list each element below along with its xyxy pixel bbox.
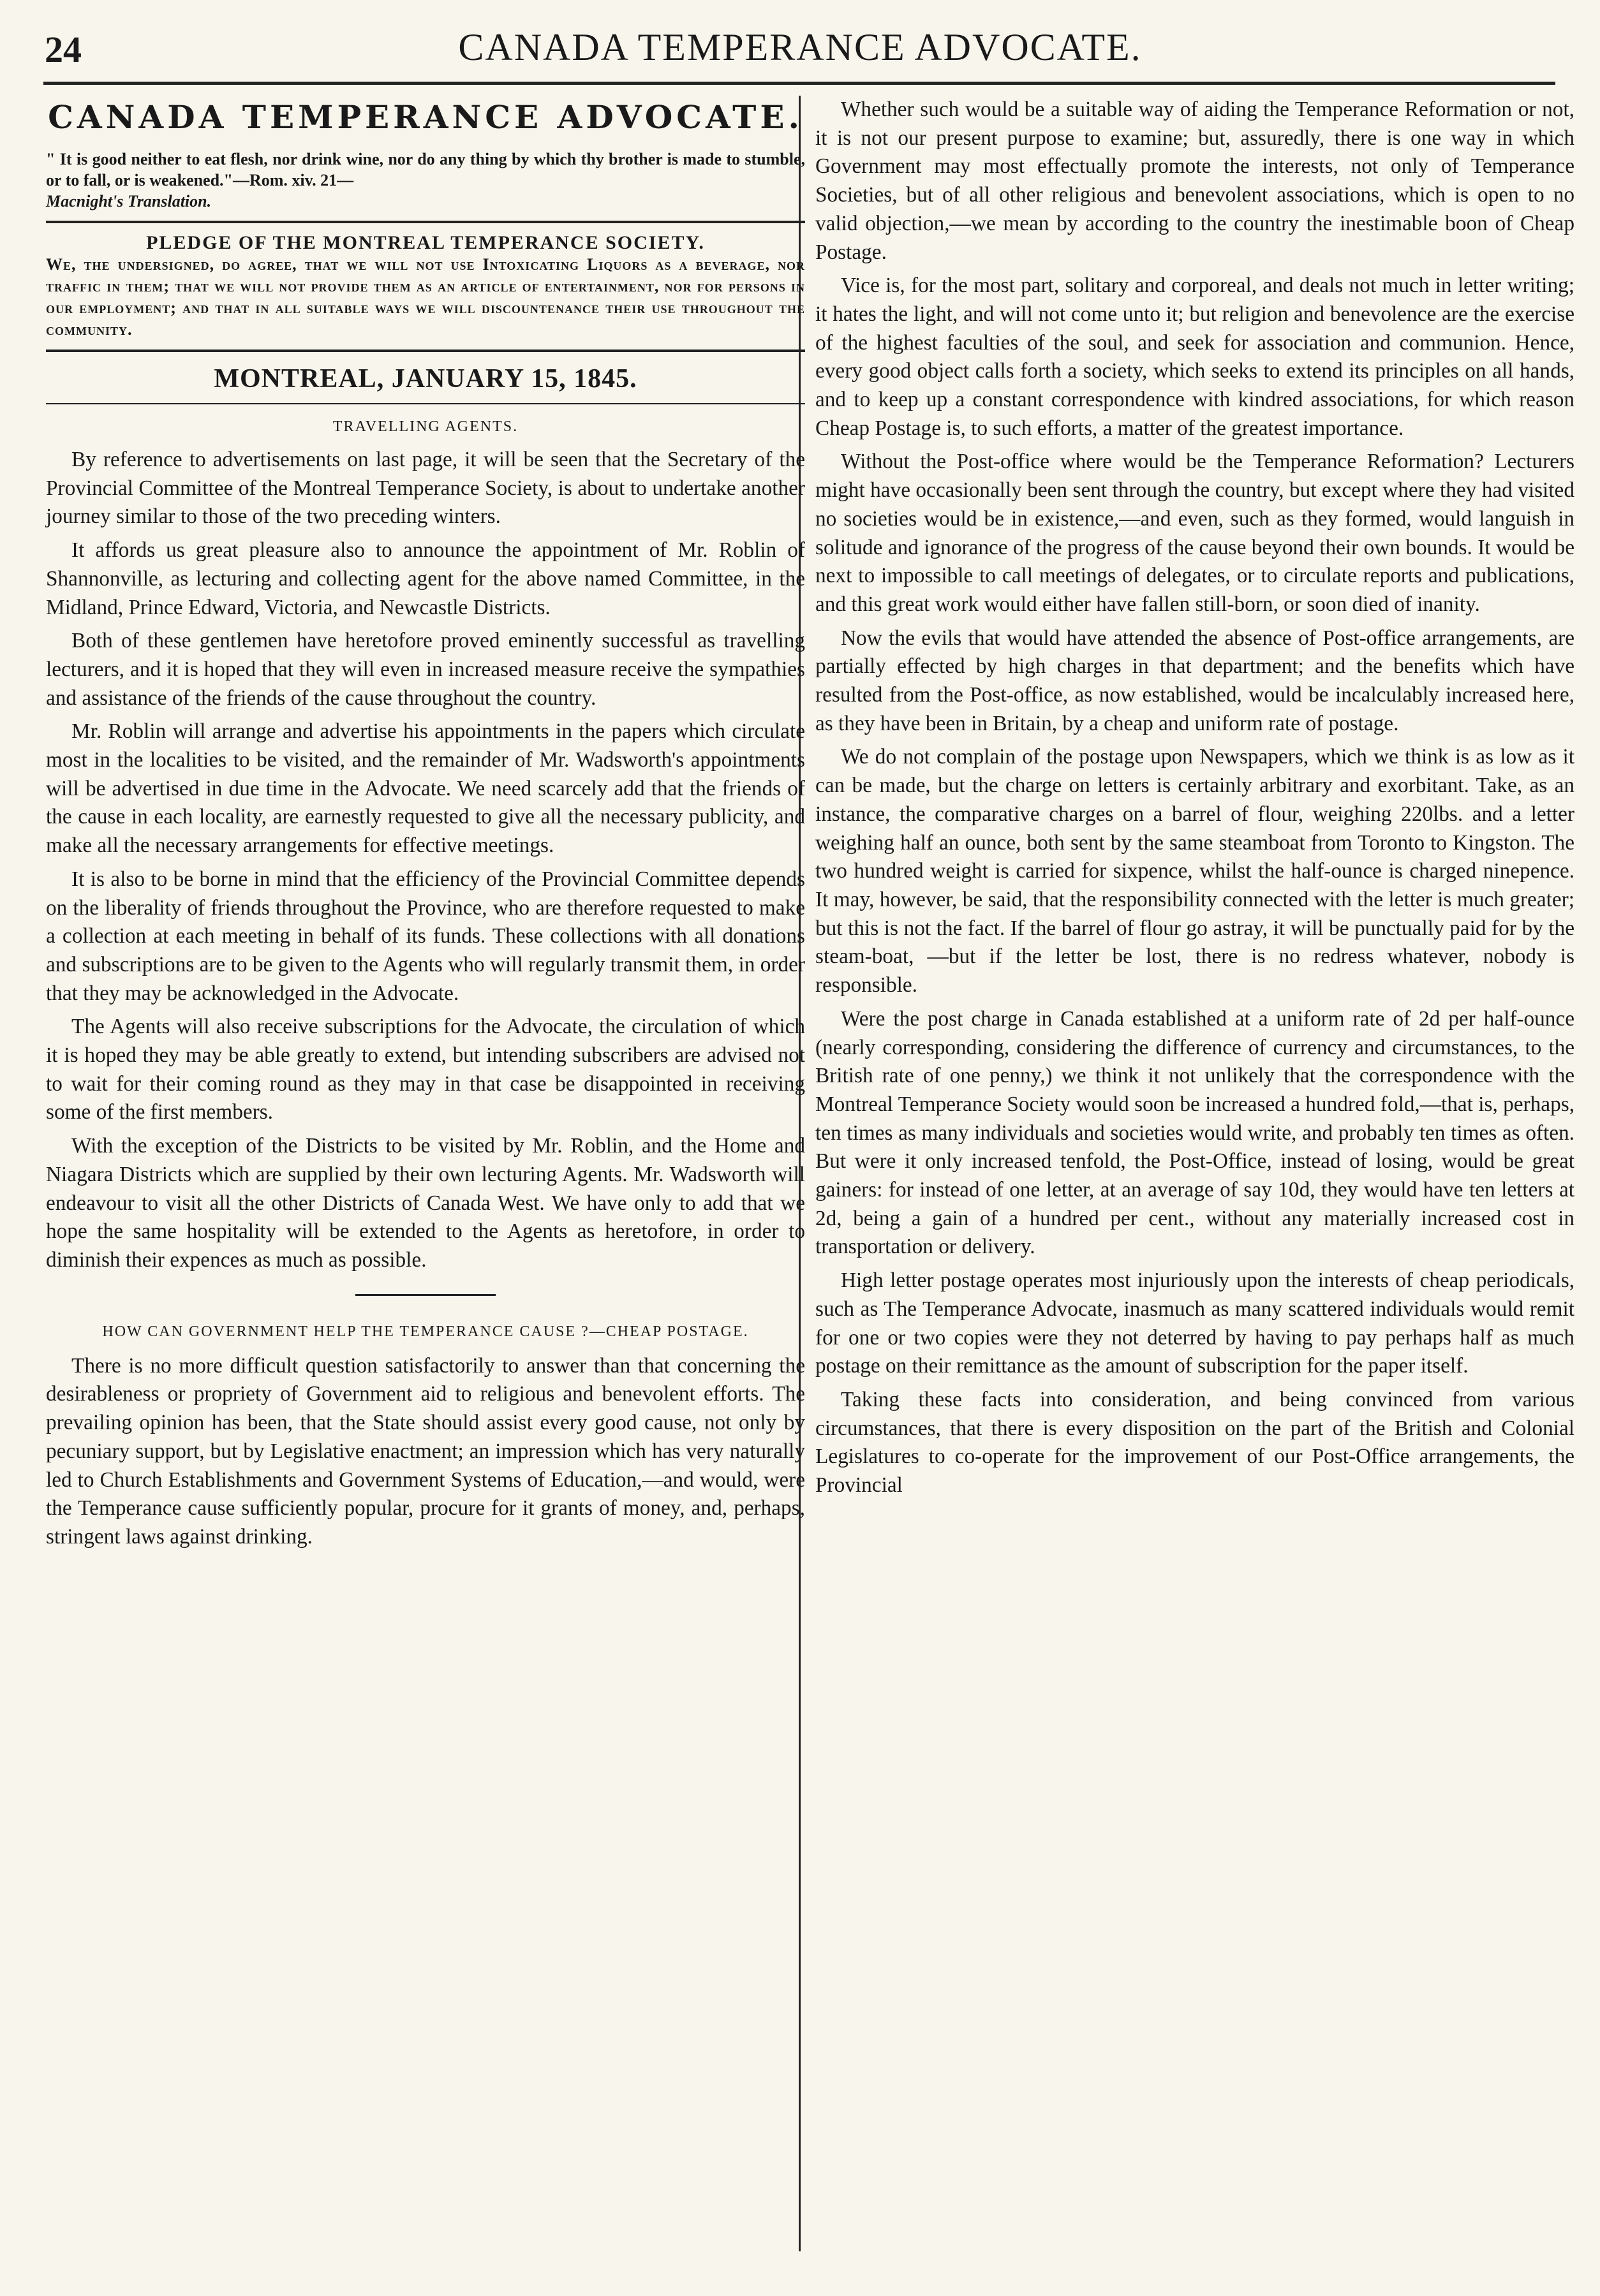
article-paragraph: Vice is, for the most part, solitary and corporeal, and deals not much in letter writing; it hates the light, and will not come unto it; but religion and benevolence are the exercise of the highest faculties of the soul, and seek for association and communion. Hence, every good object calls forth a society, which seeks to extend its principles on all hands, and to keep up a constant correspondence with kindred associations, for which reason Cheap Postage is, to such efforts, a matter of the greatest importance. [815, 274, 1574, 440]
article-paragraph: Mr. Roblin will arrange and advertise his appointments in the papers which circulate most in the localities to be visited, and the remainder of Mr. Wadsworth's appointments will be advertised in due time in the Advocate. We need scarcely add that the friends of the cause in each locality, are earnestly requested to give all the necessary publicity, and make all the necessary arrangements for effective meetings. [46, 719, 805, 858]
article-paragraph: Whether such would be a suitable way of aiding the Temperance Reformation or not, it is not our present purpose to examine; but, assuredly, there is one way in which Government may most effectually promote the interests, not only of Temperance Societies, but of all other religious and benevolent associations, which is open to no valid objection,—we mean by according to the country the inestimable boon of Cheap Postage. [815, 98, 1574, 264]
motto-text: " It is good neither to eat flesh, nor drink wine, nor do any thing by which thy brother is made to stumble, or to fall, or is weakened."—Rom. xiv. 21— [46, 150, 805, 189]
article-paragraph: It affords us great pleasure also to announce the appointment of Mr. Roblin of Shannonville, as lecturing and collecting agent for the above named Committee, in the Midland, Prince Edward, Victoria, and Newcastle Districts. [46, 538, 805, 619]
divider-rule [46, 221, 805, 223]
article-paragraph: With the exception of the Districts to be visited by Mr. Roblin, and the Home and Niagara Districts which are supplied by their own lecturing Agents. Mr. Wadsworth will endeavour to visit all the other Districts of Canada West. We have only to add that we hope the same hospitality will be extended to the Agents as heretofore, in order to diminish their expences as much as possible. [46, 1134, 805, 1272]
article-paragraph: High letter postage operates most injuriously upon the interests of cheap periodicals, such as The Temperance Advocate, inasmuch as many scattered individuals would remit for one or two copies were they not deterred by having to pay perhaps half as much postage on their remittance as the amount of subscription for the paper itself. [815, 1269, 1574, 1378]
article-paragraph: We do not complain of the postage upon Newspapers, which we think is as low as it can be made, but the charge on letters is certainly arbitrary and exorbitant. Take, as an instance, the comparative charges on a barrel of flour, weighing 220lbs. and a letter weighing half an ounce, both sent by the same steamboat from Toronto to Kingston. The two hundred weight is carried for sixpence, whilst the half-ounce is charged ninepence. It may, however, be said, that the responsibility connected with the letter is much greater; but this is not the fact. If the barrel of flour go astray, it will be punctually paid for by the steam-boat, —but if the letter be lost, there is no redress whatever, nobody is responsible. [815, 745, 1574, 997]
header-rule [43, 82, 1555, 85]
motto [46, 149, 805, 212]
article-paragraph: Taking these facts into consideration, and being convinced from various circumstances, that there is every disposition on the part of the British and Colonial Legislatures to co-operate for the improvement of our Post-Office arrangements, the Provincial [815, 1387, 1574, 1498]
article-heading: HOW CAN GOVERNMENT HELP THE TEMPERANCE CAUSE ?—CHEAP POSTAGE. [102, 1323, 749, 1340]
article-paragraph: It is also to be borne in mind that the efficiency of the Provincial Committee depends on the liberality of friends throughout the Province, who are therefore requested to make a collection at each meeting in behalf of its funds. These collections with all donations and subscriptions are to be given to the Agents who will regularly transmit them, in order that they may be acknowledged in the Advocate. [46, 867, 805, 1005]
article-paragraph: Without the Post-office where would be the Temperance Reformation? Lecturers might have occasionally been sent through the country, but except where they had visited no societies would be in existence,—and even, such as they formed, would languish in solitude and ignorance of the progress of the cause beyond their own bounds. It would be next to impossible to call meetings of delegates, or to circulate reports and publications, and this great work would either have fallen still-born, or soon died of inanity. [815, 450, 1574, 616]
divider-rule [46, 403, 805, 404]
pledge-title: PLEDGE OF THE MONTREAL TEMPERANCE SOCIETY. [146, 232, 705, 253]
running-header: CANADA TEMPERANCE ADVOCATE. [458, 26, 1142, 68]
motto-source: Macnight's Translation. [46, 192, 212, 210]
pledge-text: We, the undersigned, do agree, that we will not use Intoxicating Liquors as a beverage, nor traffic in them; that we will not provide them as an article of entertainment, nor for persons in our employment; and that in all suitable ways we will discountenance their use throughout the community. [46, 255, 805, 339]
masthead-title: CANADA TEMPERANCE ADVOCATE. [48, 98, 803, 136]
article-paragraph: There is no more difficult question satisfactorily to answer than that concerning the desirableness or propriety of Government aid to religious and benevolent efforts. The prevailing opinion has been, that the State should assist every good cause, not only by pecuniary support, but by Legislative enactment; an impression which has very naturally led to Church Establishments and Government Systems of Education,—and would, were the Temperance cause sufficiently popular, procure for it grants of money, and, perhaps, stringent laws against drinking. [46, 1353, 805, 1549]
section-separator [355, 1294, 496, 1296]
article-paragraph: The Agents will also receive subscriptions for the Advocate, the circulation of which it is hoped they may be able greatly to extend, but intending subscribers are advised not to wait for their coming round as they may in that case be disappointed in receiving some of the first members. [46, 1015, 805, 1124]
article-paragraph: Both of these gentlemen have heretofore proved eminently successful as travelling lecturers, and it is hoped that they will even in increased measure receive the sympathies and assistance of the friends of the cause throughout the country. [46, 629, 805, 710]
right-column [815, 96, 1574, 1505]
article-heading: TRAVELLING AGENTS. [332, 418, 519, 435]
article-paragraph: Were the post charge in Canada established at a uniform rate of 2d per half-ounce (nearly corresponding, considering the difference of currency and circumstances, to the British rate of one penny,) we think it not unlikely that the correspondence with the Montreal Temperance Society would soon be increased a hundred fold,—that is, perhaps, ten times as many individuals and societies would write, and probably ten times as often. But were it only increased tenfold, the Post-Office, instead of losing, would be great gainers: for instead of one letter, at an average of say 10d, they would have ten letters at 2d, being a gain of a hundred per cent., without any materially increased cost in transportation or delivery. [815, 1006, 1574, 1259]
left-column [46, 96, 805, 1557]
dateline: MONTREAL, JANUARY 15, 1845. [214, 364, 637, 394]
divider-rule [46, 350, 805, 352]
page-number: 24 [45, 29, 82, 70]
article-paragraph: Now the evils that would have attended the absence of Post-office arrangements, are partially effected by high charges in that department; and the benefits which have resulted from the Post-office, as now established, would be incalculably increased here, as they have been in Britain, by a cheap and uniform rate of postage. [815, 626, 1574, 735]
article-paragraph: By reference to advertisements on last page, it will be seen that the Secretary of the Provincial Committee of the Montreal Temperance Society, is about to undertake another journey similar to those of the two preceding winters. [46, 448, 805, 529]
